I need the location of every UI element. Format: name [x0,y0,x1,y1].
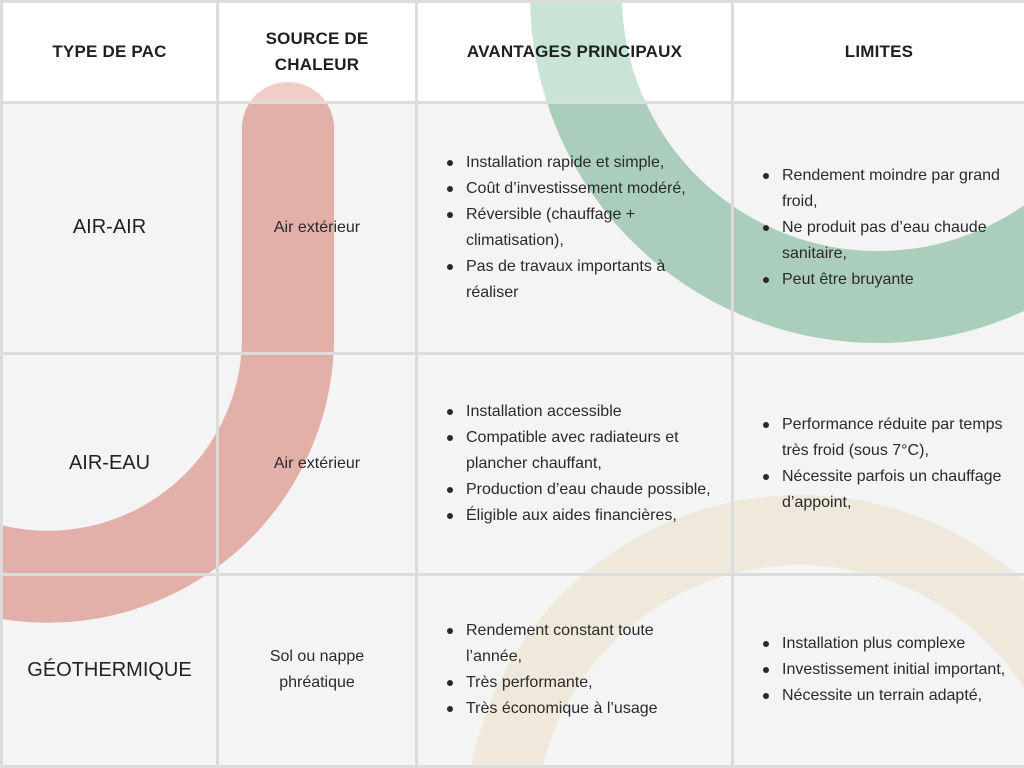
list-item: Réversible (chauffage + climatisation), [466,202,713,254]
avantages-cell [417,574,733,766]
avantages-list [418,618,731,722]
list-item: Installation plus complexe [782,631,1006,657]
list-item: Nécessite un terrain adapté, [782,683,1006,709]
list-item: Rendement constant toute l’année, [466,618,713,670]
header-type-label: TYPE DE PAC [52,42,167,61]
limites-cell [733,353,1024,574]
avantages-cell [417,353,733,574]
source-cell: Air extérieur [218,103,417,354]
list-item: Très économique à l’usage [466,696,713,722]
table-row [2,353,1024,574]
list-item: Installation rapide et simple, [466,150,713,176]
table-row [2,103,1024,354]
list-item: Ne produit pas d’eau chaude sanitaire, [782,215,1006,267]
limites-list [734,163,1024,293]
list-item: Coût d’investissement modéré, [466,176,713,202]
avantages-cell [417,103,733,354]
avantages-list [418,399,731,529]
list-item: Peut être bruyante [782,267,1006,293]
limites-cell [733,574,1024,766]
header-limites [733,2,1024,103]
header-source-label: SOURCE DE CHALEUR [265,29,369,74]
list-item: Très performante, [466,670,713,696]
header-limites-label: LIMITES [844,42,914,61]
type-cell: GÉOTHERMIQUE [2,574,218,766]
limites-cell [733,103,1024,354]
list-item: Nécessite parfois un chauffage d’appoint, [782,464,1006,516]
header-source [218,2,417,103]
table-row [2,574,1024,766]
header-type [2,2,218,103]
type-cell: AIR-AIR [2,103,218,354]
source-cell: Air extérieur [218,353,417,574]
list-item: Rendement moindre par grand froid, [782,163,1006,215]
list-item: Installation accessible [466,399,713,425]
source-cell: Sol ou nappe phréatique [218,574,417,766]
list-item: Performance réduite par temps très froid (sous 7°C), [782,412,1006,464]
list-item: Production d’eau chaude possible, [466,477,713,503]
list-item: Éligible aux aides financières, [466,503,713,529]
list-item: Investissement initial important, [782,657,1006,683]
avantages-list [418,150,731,306]
type-cell: AIR-EAU [2,353,218,574]
list-item: Compatible avec radiateurs et plancher chauffant, [466,425,713,477]
limites-list [734,631,1024,709]
list-item: Pas de travaux importants à réaliser [466,254,713,306]
header-avantages [417,2,733,103]
header-avantages-label: AVANTAGES PRINCIPAUX [466,42,683,61]
limites-list [734,412,1024,516]
table-header-row [2,2,1024,103]
